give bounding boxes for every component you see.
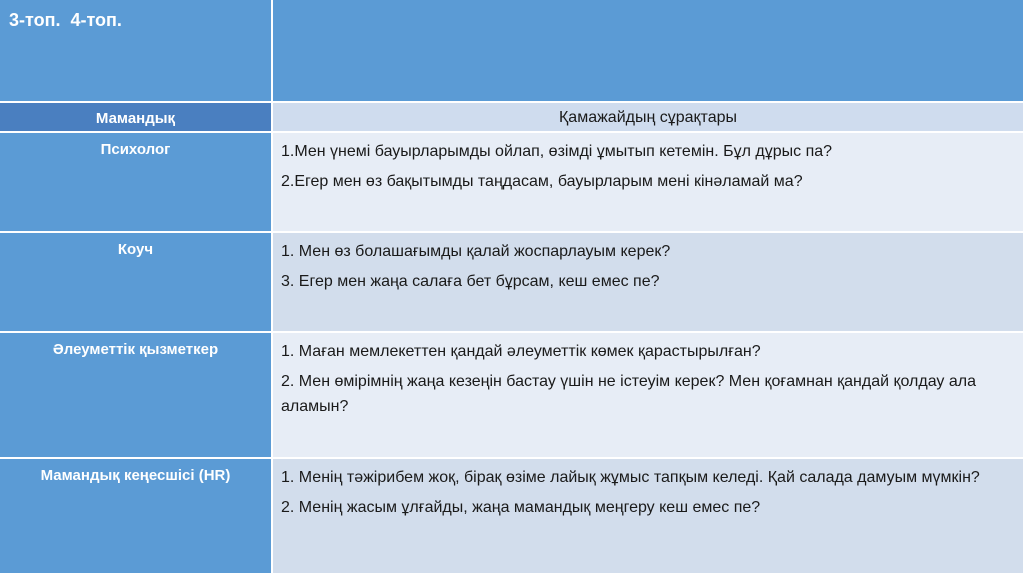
profession-cell: Коуч bbox=[0, 232, 272, 332]
question-item: 2. Менің жасым ұлғайды, жаңа мамандық меңгеру кеш емес пе? bbox=[281, 499, 761, 516]
question-item: 2.Егер мен өз бақытымды таңдасам, бауырларым мені кінәламай ма? bbox=[281, 173, 803, 190]
table-row bbox=[0, 132, 1024, 232]
table-row bbox=[0, 332, 1024, 458]
question-item: 1. Менің тәжірибем жоқ, бірақ өзіме лайық жұмыс тапқым келеді. Қай салада дамуым мүмкін? bbox=[281, 469, 980, 486]
title-cell-blank bbox=[272, 0, 1024, 102]
question-item: 3. Егер мен жаңа салаға бет бұрсам, кеш емес пе? bbox=[281, 273, 660, 290]
header-questions: Қамажайдың сұрақтары bbox=[272, 102, 1024, 132]
questions-cell bbox=[272, 132, 1024, 232]
question-item: 2. Мен өмірімнің жаңа кезеңін бастау үшін не істеуім керек? Мен қоғамнан қандай қолдау ала аламын? bbox=[281, 373, 976, 415]
slide-title: 3-топ. 4-топ. bbox=[9, 10, 122, 30]
question-item: 1.Мен үнемі бауырларымды ойлап, өзімді ұмытып кетемін. Бұл дұрыс па? bbox=[281, 143, 833, 160]
table-row bbox=[0, 458, 1024, 574]
question-item: 1. Мен өз болашағымды қалай жоспарлауым керек? bbox=[281, 243, 671, 260]
profession-cell: Әлеуметтік қызметкер bbox=[0, 332, 272, 458]
question-item: 1. Маған мемлекеттен қандай әлеуметтік көмек қарастырылған? bbox=[281, 343, 761, 360]
header-row bbox=[0, 102, 1024, 132]
questions-cell bbox=[272, 332, 1024, 458]
questions-cell bbox=[272, 458, 1024, 574]
header-profession: Мамандық bbox=[0, 102, 272, 132]
questions-cell bbox=[272, 232, 1024, 332]
profession-cell: Психолог bbox=[0, 132, 272, 232]
title-row bbox=[0, 0, 1024, 102]
table-row bbox=[0, 232, 1024, 332]
profession-cell: Мамандық кеңесшісі (HR) bbox=[0, 458, 272, 574]
title-cell bbox=[0, 0, 272, 102]
